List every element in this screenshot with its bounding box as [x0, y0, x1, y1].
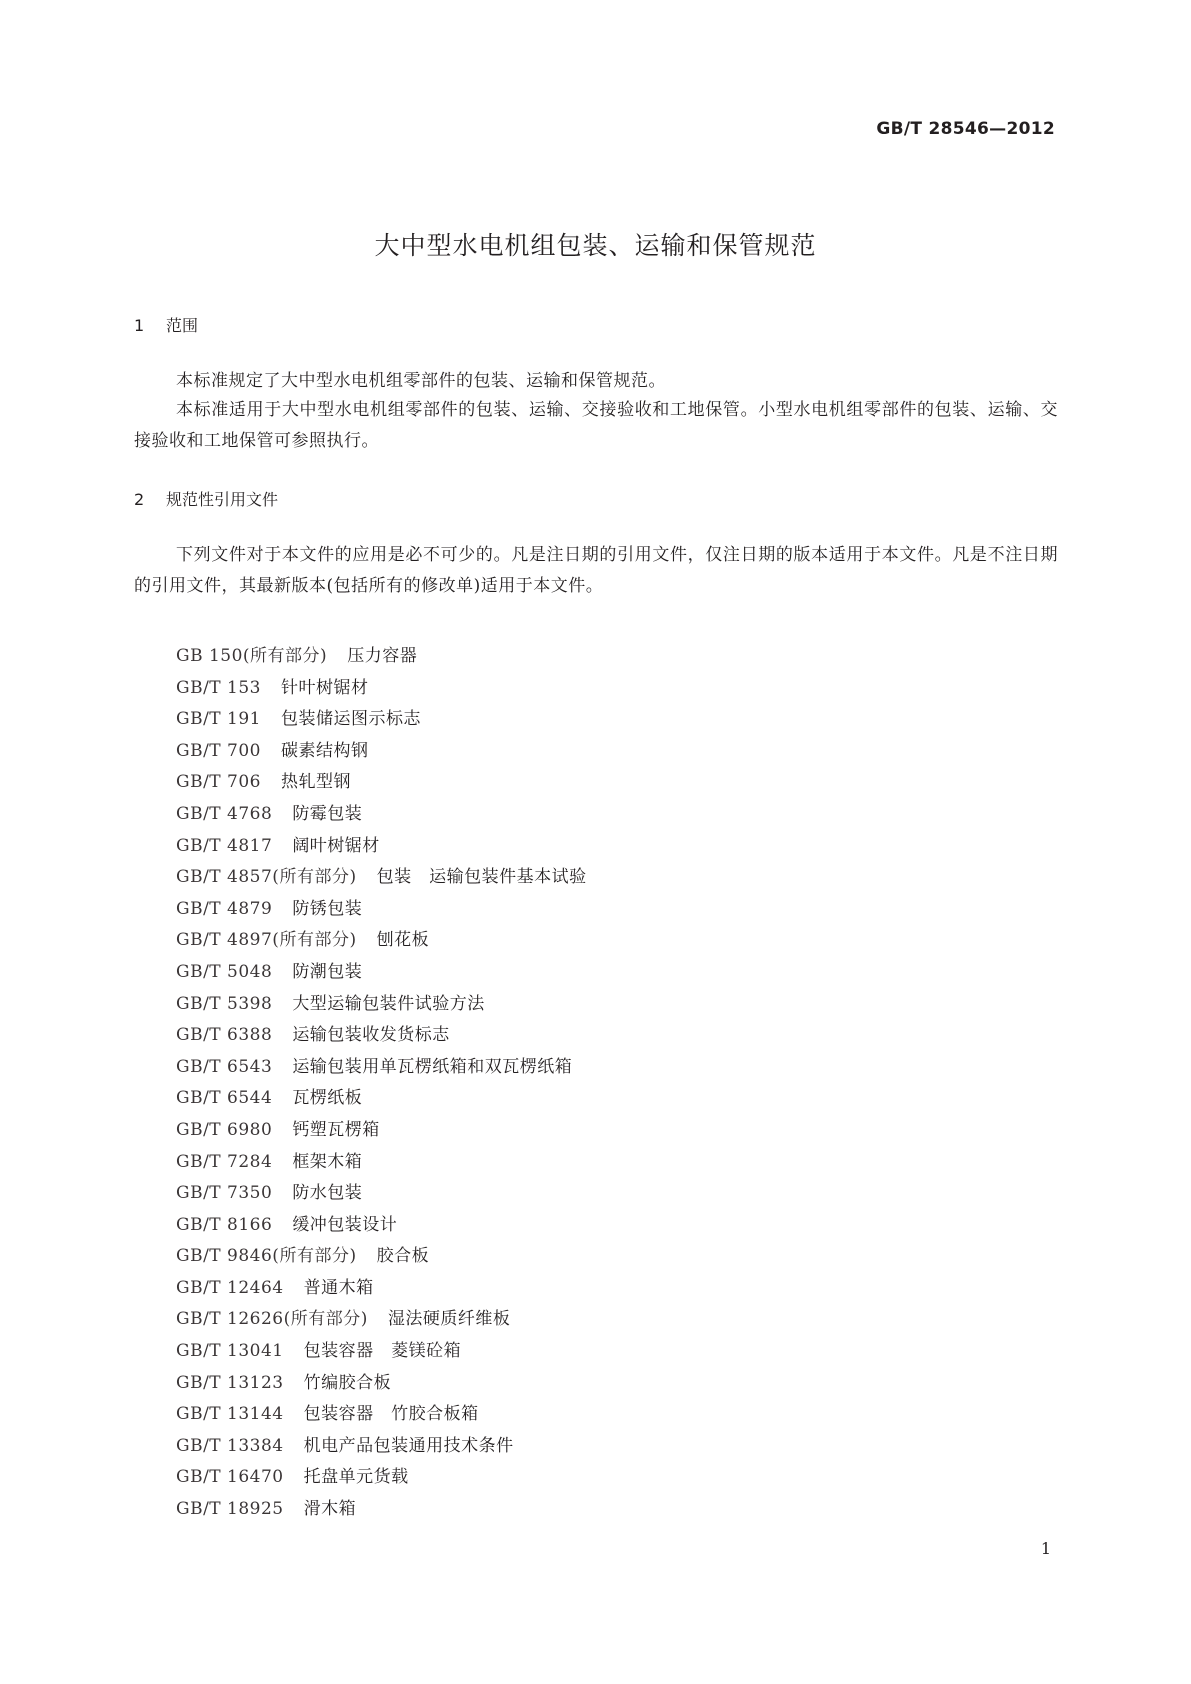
- reference-item: [176, 1368, 587, 1400]
- reference-name: 胶合板: [376, 1246, 430, 1267]
- reference-item: [176, 1210, 587, 1242]
- reference-name: 托盘单元货载: [303, 1467, 409, 1488]
- reference-code: GB/T 6543: [176, 1056, 273, 1077]
- reference-item: [176, 799, 587, 831]
- reference-item: [176, 641, 587, 673]
- reference-code: GB 150(所有部分): [176, 646, 328, 666]
- reference-item: [176, 1336, 587, 1368]
- section-number: 1: [134, 316, 145, 335]
- reference-name: 瓦楞纸板: [292, 1088, 363, 1109]
- reference-code: GB/T 16470: [176, 1467, 284, 1488]
- reference-name: 防霉包装: [292, 803, 363, 824]
- section-heading-normative-references: [134, 487, 278, 510]
- reference-name: 运输包装收发货标志: [292, 1025, 450, 1046]
- reference-code: GB/T 13144: [176, 1404, 284, 1425]
- reference-code: GB/T 5048: [176, 961, 273, 982]
- reference-code: GB/T 4857(所有部分): [176, 867, 357, 888]
- reference-code: GB/T 13041: [176, 1341, 284, 1362]
- reference-code: GB/T 191: [176, 709, 261, 730]
- reference-code: GB/T 6980: [176, 1119, 273, 1140]
- reference-name: 运输包装用单瓦楞纸箱和双瓦楞纸箱: [292, 1056, 573, 1077]
- reference-name: 包装储运图示标志: [281, 709, 421, 730]
- reference-item: [176, 831, 587, 863]
- reference-item: [176, 1178, 587, 1210]
- reference-name: 滑木箱: [303, 1499, 357, 1520]
- reference-item: [176, 1052, 587, 1084]
- reference-code: GB/T 4768: [176, 803, 273, 824]
- reference-code: GB/T 706: [176, 772, 261, 793]
- reference-item: [176, 957, 587, 989]
- reference-item: [176, 1462, 587, 1494]
- reference-name: 针叶树锯材: [281, 677, 369, 698]
- reference-name: 阔叶树锯材: [292, 835, 380, 856]
- reference-item: [176, 704, 587, 736]
- reference-name: 包装容器 菱镁砼箱: [303, 1341, 462, 1362]
- reference-name: 热轧型钢: [281, 772, 351, 793]
- reference-code: GB/T 4879: [176, 898, 273, 919]
- section-heading-scope: [134, 313, 198, 336]
- standard-code: GB/T 28546—2012: [876, 119, 1055, 139]
- scope-paragraph-1: 本标准规定了大中型水电机组零部件的包装、运输和保管规范。: [176, 371, 666, 391]
- reference-name: 碳素结构钢: [281, 740, 369, 761]
- reference-item: [176, 1273, 587, 1305]
- section-title: 范围: [166, 316, 199, 335]
- reference-item: [176, 1147, 587, 1179]
- reference-code: GB/T 700: [176, 740, 261, 761]
- reference-name: 防锈包装: [292, 898, 363, 919]
- reference-item: [176, 1020, 587, 1052]
- reference-code: GB/T 13384: [176, 1435, 284, 1456]
- reference-item: [176, 736, 587, 768]
- reference-name: 竹编胶合板: [303, 1372, 392, 1393]
- reference-code: GB/T 12464: [176, 1277, 284, 1298]
- reference-item: [176, 1083, 587, 1115]
- reference-name: 框架木箱: [292, 1151, 363, 1172]
- reference-list: [176, 641, 587, 1526]
- reference-name: 钙塑瓦楞箱: [292, 1119, 380, 1140]
- reference-item: [176, 894, 587, 926]
- reference-code: GB/T 153: [176, 677, 261, 698]
- reference-item: [176, 1431, 587, 1463]
- reference-item: [176, 767, 587, 799]
- reference-code: GB/T 5398: [176, 993, 273, 1014]
- section-number: 2: [134, 490, 145, 509]
- reference-item: [176, 673, 587, 705]
- section-title: 规范性引用文件: [166, 490, 279, 509]
- reference-item: [176, 1494, 587, 1526]
- reference-code: GB/T 12626(所有部分): [176, 1309, 368, 1330]
- reference-name: 压力容器: [347, 646, 418, 666]
- document-title: 大中型水电机组包装、运输和保管规范: [374, 231, 817, 260]
- reference-code: GB/T 4897(所有部分): [176, 930, 357, 951]
- reference-code: GB/T 7350: [176, 1183, 273, 1204]
- reference-code: GB/T 4817: [176, 835, 273, 856]
- reference-item: [176, 925, 587, 957]
- scope-paragraph-2: 本标准适用于大中型水电机组零部件的包装、运输、交接验收和工地保管。小型水电机组零部件的包装、运输、交接验收和工地保管可参照执行。: [134, 400, 1058, 451]
- reference-item: [176, 1399, 587, 1431]
- reference-item: [176, 989, 587, 1021]
- reference-item: [176, 1304, 587, 1336]
- reference-code: GB/T 9846(所有部分): [176, 1246, 357, 1267]
- reference-code: GB/T 6544: [176, 1088, 273, 1109]
- reference-name: 防潮包装: [292, 961, 363, 982]
- reference-name: 湿法硬质纤维板: [387, 1309, 511, 1330]
- reference-name: 大型运输包装件试验方法: [292, 993, 485, 1014]
- reference-item: [176, 862, 587, 894]
- reference-code: GB/T 7284: [176, 1151, 273, 1172]
- reference-name: 包装 运输包装件基本试验: [376, 867, 587, 888]
- reference-code: GB/T 8166: [176, 1214, 273, 1235]
- reference-name: 刨花板: [376, 930, 430, 951]
- reference-name: 缓冲包装设计: [292, 1214, 398, 1235]
- reference-code: GB/T 18925: [176, 1499, 284, 1520]
- reference-code: GB/T 13123: [176, 1372, 284, 1393]
- reference-code: GB/T 6388: [176, 1025, 273, 1046]
- reference-item: [176, 1115, 587, 1147]
- reference-name: 普通木箱: [303, 1277, 374, 1298]
- reference-item: [176, 1241, 587, 1273]
- reference-name: 防水包装: [292, 1183, 363, 1204]
- reference-name: 机电产品包装通用技术条件: [303, 1435, 514, 1456]
- page-number: 1: [1040, 1539, 1051, 1558]
- references-intro-paragraph: 下列文件对于本文件的应用是必不可少的。凡是注日期的引用文件，仅注日期的版本适用于本文件。凡是不注日期的引用文件，其最新版本(包括所有的修改单)适用于本文件。: [134, 545, 1058, 596]
- reference-name: 包装容器 竹胶合板箱: [303, 1404, 479, 1425]
